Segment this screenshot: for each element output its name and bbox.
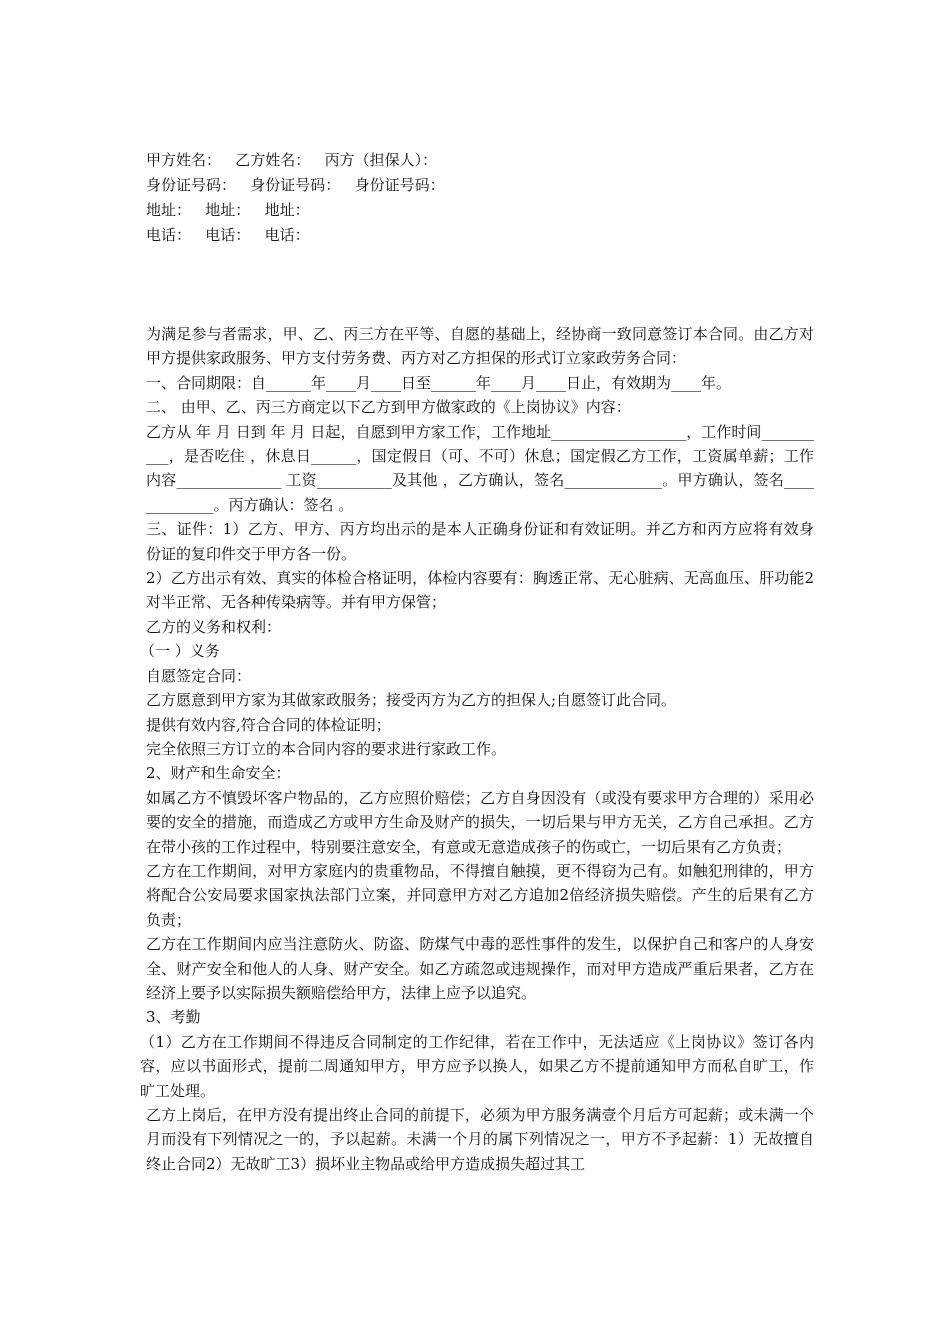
party-id-line: 身份证号码： 身份证号码： 身份证号码： <box>146 176 445 194</box>
duties-subheading: （一 ）义务 <box>140 642 220 661</box>
duties-rights-heading: 乙方的义务和权利： <box>146 617 282 636</box>
compliance-text: 完全依照三方订立的本合同内容的要求进行家政工作。 <box>146 739 507 758</box>
health-proof-text: 提供有效内容,符合合同的体检证明； <box>146 715 391 734</box>
salary-start-paragraph: 乙方上岗后，在甲方没有提出终止合同的前提下，必须为甲方服务满壹个月后方可起薪；或未满一个月而没有下列情况之一的，予以起薪。未满一个月的属下列情况之一，甲方不予起薪：1）无故擅自终止合同2）无故旷工3）损坏业主物品或给甲方造成损失超过其工 <box>146 1106 814 1173</box>
health-check-clause: 2）乙方出示有效、真实的体检合格证明，体检内容要有：胸透正常、无心脏病、无高血压、肝功能2对半正常、无各种传染病等。并有甲方保管； <box>146 569 814 612</box>
contract-body <box>140 322 814 1176</box>
party-info-block <box>146 148 826 248</box>
contract-term-clause: 一、合同期限：自______年____月____日至______年____月____日止，有效期为____年。 <box>146 373 732 392</box>
valuables-paragraph: 乙方在工作期间，对甲方家庭内的贵重物品，不得擅自触摸，更不得窃为己有。如触犯刑律的，甲方将配合公安局要求国家执法部门立案，并同意甲方对乙方追加2倍经济损失赔偿。产生的后果有乙方负责； <box>146 861 814 929</box>
fire-safety-paragraph: 乙方在工作期间内应当注意防火、防盗、防煤气中毒的恶性事件的发生，以保护自己和客户的人身安全、财产安全和他人的人身、财产安全。如乙方疏忽或违规操作，而对甲方造成严重后果者，乙方在经济上要予以实际损失额赔偿给甲方，法律上应予以追究。 <box>146 935 814 1002</box>
intro-paragraph: 为满足参与者需求，甲、乙、丙三方在平等、自愿的基础上，经协商一致同意签订本合同。由乙方对甲方提供家政服务、甲方支付劳务费、丙方对乙方担保的形式订立家政劳务合同： <box>146 325 814 368</box>
documents-clause: 三、证件：1）乙方、甲方、丙方均出示的是本人正确身份证和有效证明。并乙方和丙方应将有效身份证的复印件交于甲方各一份。 <box>146 520 814 563</box>
voluntary-contract-heading: 自愿签定合同： <box>146 666 252 685</box>
agreement-clause-heading: 二、 由甲、乙、丙三方商定以下乙方到甲方做家政的《上岗协议》内容： <box>146 398 631 417</box>
work-details-paragraph: 乙方从 年 月 日到 年 月 日起，自愿到甲方家工作，工作地址__________________，工作时间__________，是否吃住 ，休息日______，国定假日（可、不可）休息；国定假乙方工作，工资属单薪；工作内容______________ 工资__________及其他 ，乙方确认，签名_____________。甲方确认，签名_____________。丙方确认：签名 。 <box>146 422 814 514</box>
attendance-rule-paragraph: （1）乙方在工作期间不得违反合同制定的工作纪律，若在工作中，无法适应《上岗协议》签订各内容，应以书面形式，提前二周通知甲方，甲方应予以换人，如果乙方不提前通知甲方而私自旷工，作旷工处理。 <box>140 1032 814 1100</box>
party-phone-line: 电话： 电话： 电话： <box>146 226 310 244</box>
damage-liability-paragraph: 如属乙方不慎毁坏客户物品的，乙方应照价赔偿；乙方自身因没有（或没有要求甲方合理的）采用必要的安全的措施，而造成乙方或甲方生命及财产的损失，一切后果与甲方无关，乙方自己承担。乙方在带小孩的工作过程中，特别要注意安全，有意或无意造成孩子的伤或亡，一切后果有乙方负责； <box>146 788 814 856</box>
voluntary-contract-text: 乙方愿意到甲方家为其做家政服务；接受丙方为乙方的担保人;自愿签订此合同。 <box>146 691 677 710</box>
party-address-line: 地址： 地址： 地址： <box>146 201 310 219</box>
attendance-heading: 3、考勤 <box>146 1008 201 1027</box>
party-names-line: 甲方姓名： 乙方姓名： 丙方（担保人）： <box>146 151 438 169</box>
safety-heading: 2、财产和生命安全： <box>146 764 291 783</box>
